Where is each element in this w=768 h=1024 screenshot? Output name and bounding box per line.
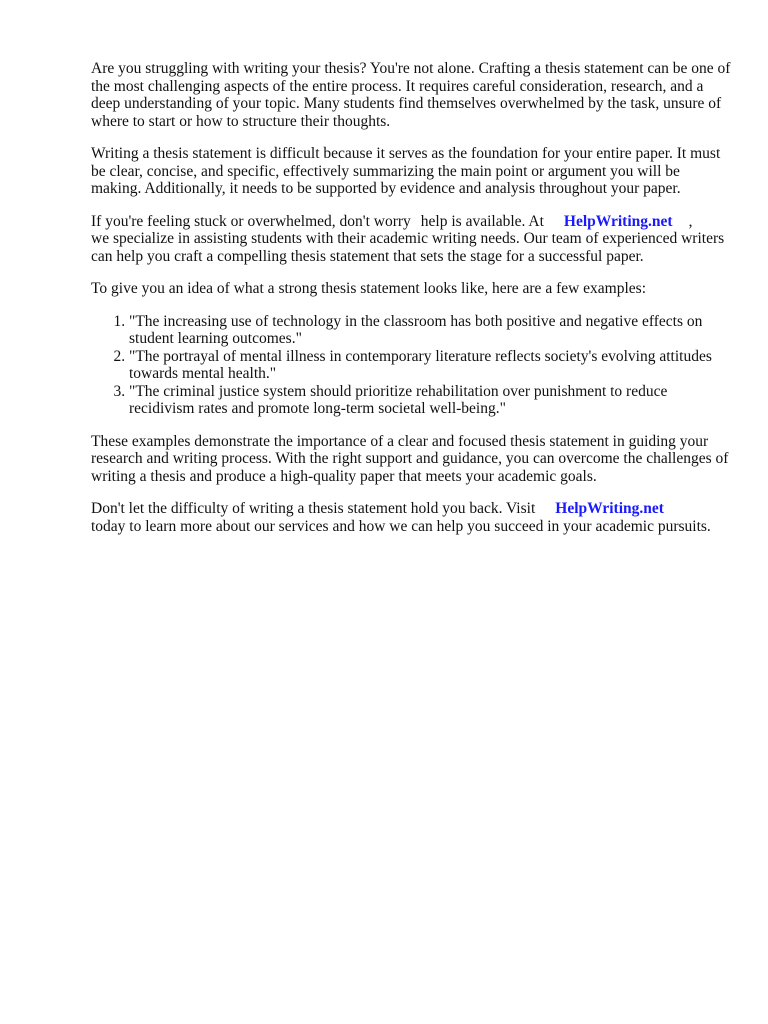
list-item: 2. "The portrayal of mental illness in contemporary literature reflects society's evolving attitudes towards mental health." [129,348,731,383]
call-to-action-paragraph [91,500,731,535]
document-page [91,60,731,550]
help-paragraph [91,213,731,266]
help-text-available: help is available. At [420,212,544,230]
help-text-start: If you're feeling stuck or overwhelmed, don't worry [91,212,411,230]
helpwriting-link-2[interactable]: HelpWriting.net [555,500,664,517]
cta-text-start: Don't let the difficulty of writing a thesis statement hold you back. Visit [91,500,536,517]
list-item: 3. "The criminal justice system should prioritize rehabilitation over punishment to reduce recidivism rates and promote long-term societal well-being." [129,383,731,418]
list-item: 1. "The increasing use of technology in the classroom has both positive and negative effects on student learning outcomes." [129,313,731,348]
intro-paragraph: Are you struggling with writing your thesis? You're not alone. Crafting a thesis statement can be one of the most challenging aspects of the entire process. It requires careful consideration, research, and a deep understanding of your topic. Many students find themselves overwhelmed by the task, unsure of where to start or how to structure their thoughts. [91,60,731,130]
examples-list [91,313,731,418]
help-text-end: we specialize in assisting students with their academic writing needs. Our team of experienced writers can help you craft a compelling thesis statement that sets the stage for a successful paper. [91,230,725,265]
difficulty-paragraph: Writing a thesis statement is difficult because it serves as the foundation for your entire paper. It must be clear, concise, and specific, effectively summarizing the main point or argument you will be making. Additionally, it needs to be supported by evidence and analysis throughout your paper. [91,145,721,197]
helpwriting-link-1[interactable]: HelpWriting.net [563,212,673,230]
help-text-comma: , [688,212,693,230]
cta-text-end: today to learn more about our services and how we can help you succeed in your academic pursuits. [91,517,711,535]
examples-summary-paragraph: These examples demonstrate the importance of a clear and focused thesis statement in guiding your research and writing process. With the right support and guidance, you can overcome the challenges of writing a thesis and produce a high-quality paper that meets your academic goals. [91,432,729,485]
examples-intro-paragraph: To give you an idea of what a strong thesis statement looks like, here are a few examples: [91,280,647,297]
